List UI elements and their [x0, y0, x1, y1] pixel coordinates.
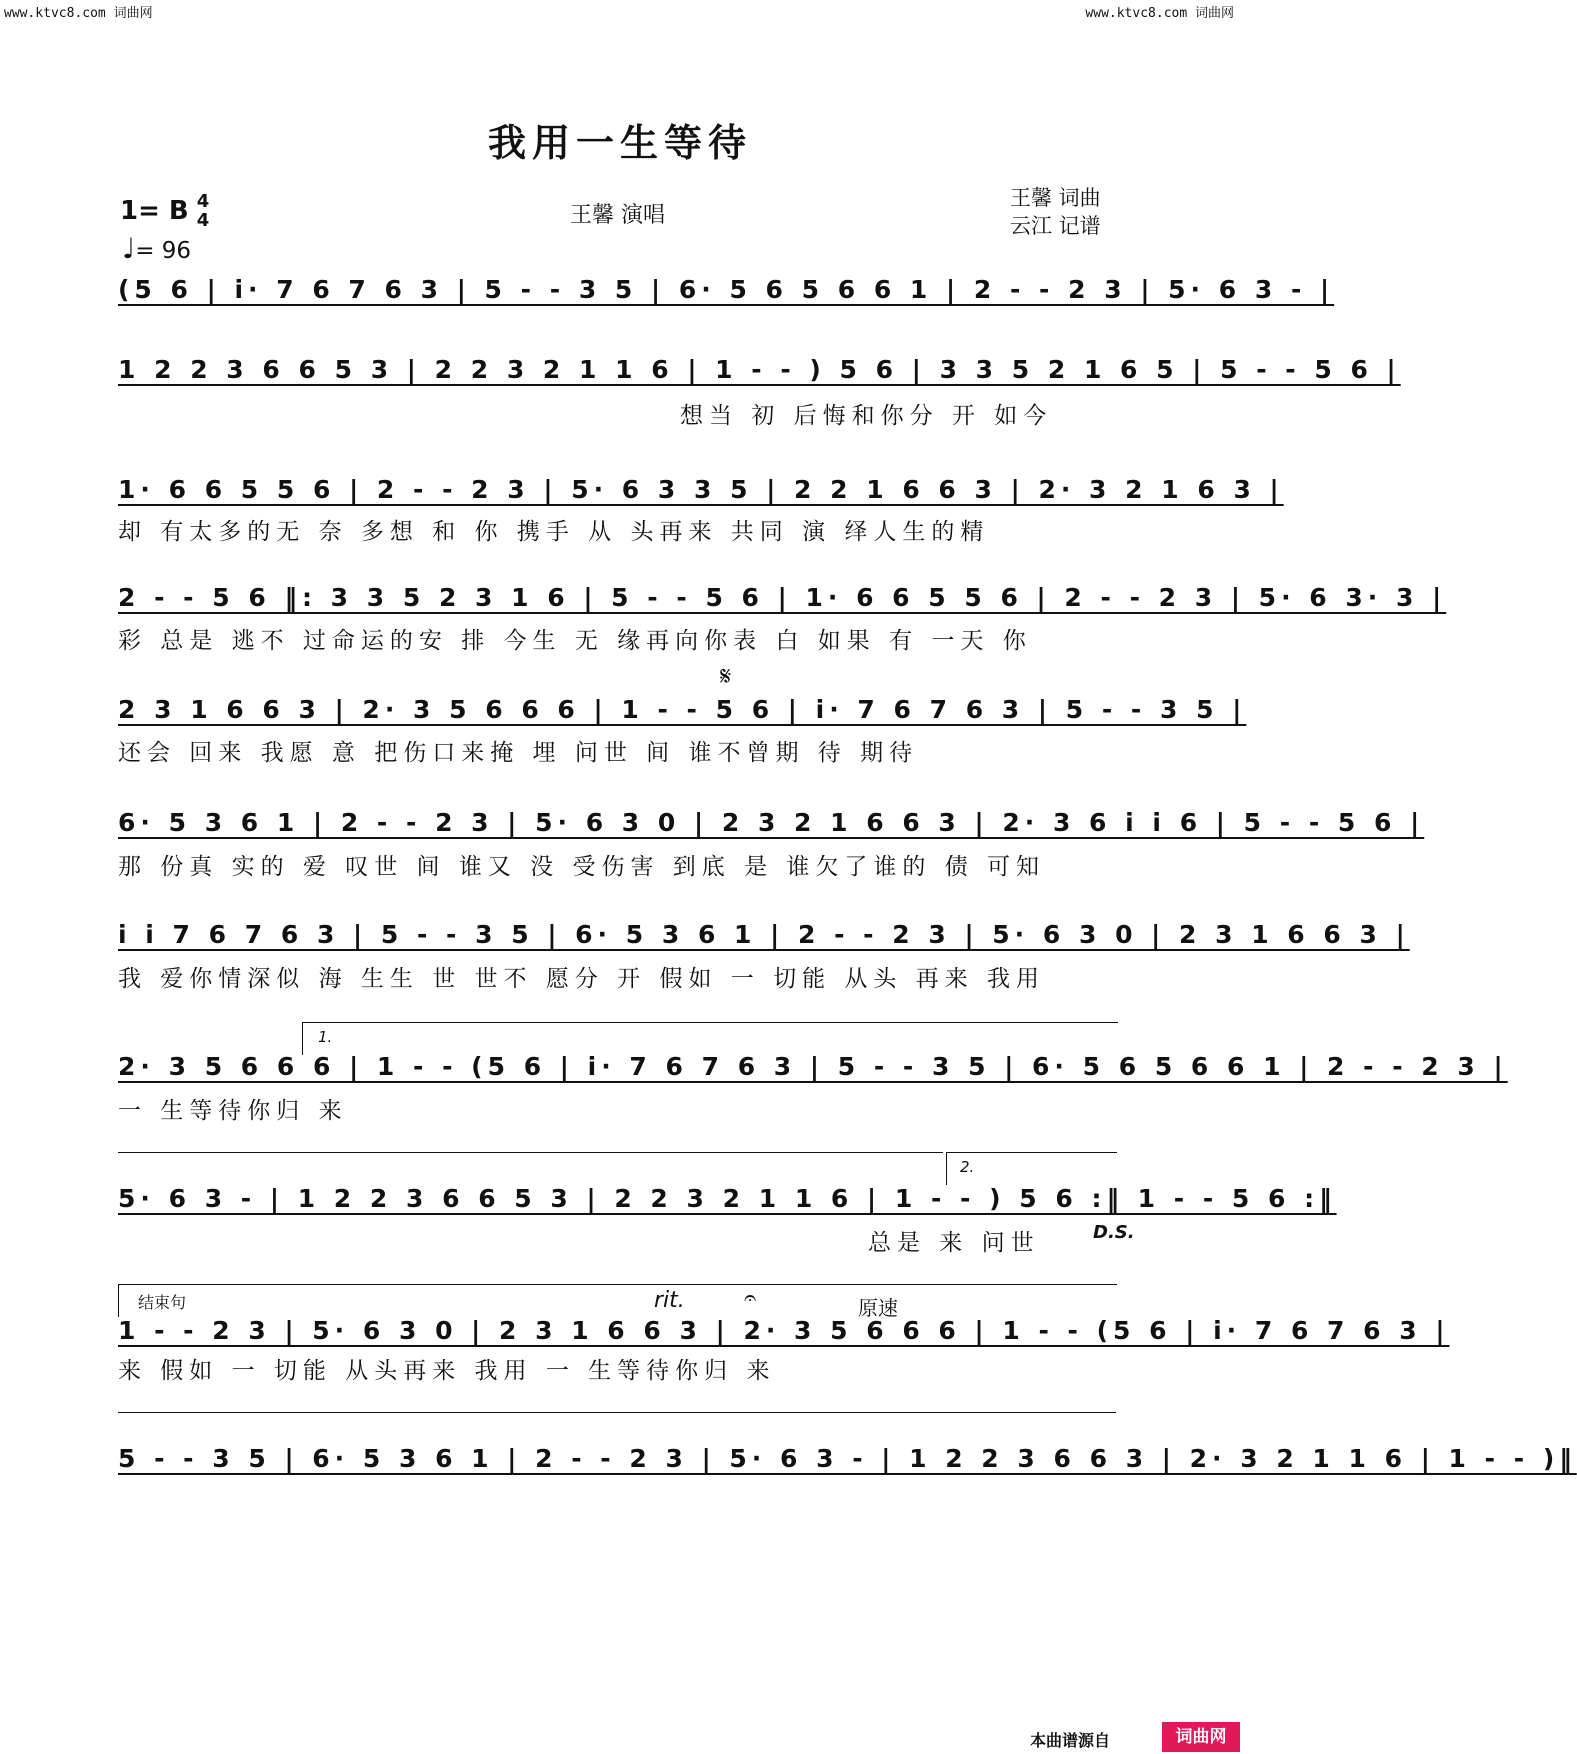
lyrics-row-3: 却 有太多的无 奈 多想 和 你 携手 从 头再来 共同 演 绎人生的精 — [118, 519, 990, 545]
lyrics-row-9: 总是 来 问世 — [868, 1230, 1040, 1256]
ending-continuation — [118, 1412, 1116, 1445]
volta-1-bracket — [302, 1022, 1118, 1055]
notation-row-5: 2 3 1 6 6 3 | 2· 3 5 6 6 6 | 1 - - 5 6 | i· 7 6 7 6 3 | 5 - - 3 5 | — [118, 695, 1247, 724]
ending-label: 结束句 — [138, 1293, 187, 1312]
site-watermark-right: www.ktvc8.com 词曲网 — [1085, 6, 1234, 21]
notation-row-6: 6· 5 3 6 1 | 2 - - 2 3 | 5· 6 3 0 | 2 3 2 1 6 6 3 | 2· 3 6 i i 6 | 5 - - 5 6 | — [118, 808, 1425, 837]
notation-row-8: 2· 3 5 6 6 6 | 1 - - (5 6 | i· 7 6 7 6 3 | 5 - - 3 5 | 6· 5 6 5 6 6 1 | 2 - - 2 3 | — [118, 1052, 1508, 1081]
transcriber: 云江 记谱 — [1010, 214, 1101, 238]
key-signature: 1= B — [120, 196, 189, 226]
quarter-note-icon: ♩ — [122, 232, 136, 265]
tempo-marking — [122, 232, 191, 265]
site-watermark-left: www.ktvc8.com 词曲网 — [4, 6, 153, 21]
volta-1-number: 1. — [318, 1028, 333, 1046]
song-title: 我用一生等待 — [487, 120, 752, 165]
notation-row-10: 1 - - 2 3 | 5· 6 3 0 | 2 3 1 6 6 3 | 2· 3 5 6 6 6 | 1 - - (5 6 | i· 7 6 7 6 3 | — [118, 1316, 1450, 1345]
notation-row-7: i i 7 6 7 6 3 | 5 - - 3 5 | 6· 5 3 6 1 | 2 - - 2 3 | 5· 6 3 0 | 2 3 1 6 6 3 | — [118, 920, 1410, 949]
tempo-value: = 96 — [135, 238, 192, 264]
lyrics-row-5: 还会 回来 我愿 意 把伤口来掩 埋 问世 间 谁不曾期 待 期待 — [118, 740, 919, 766]
notation-row-3: 1· 6 6 5 5 6 | 2 - - 2 3 | 5· 6 3 3 5 | 2 2 1 6 6 3 | 2· 3 2 1 6 3 | — [118, 475, 1284, 504]
notation-row-2: 1 2 2 3 6 6 5 3 | 2 2 3 2 1 1 6 | 1 - - ) 5 6 | 3 3 5 2 1 6 5 | 5 - - 5 6 | — [118, 355, 1401, 384]
notation-row-1: (5 6 | i· 7 6 7 6 3 | 5 - - 3 5 | 6· 5 6 5 6 6 1 | 2 - - 2 3 | 5· 6 3 - | — [118, 275, 1335, 304]
lyrics-row-6: 那 份真 实的 爱 叹世 间 谁又 没 受伤害 到底 是 谁欠了谁的 债 可知 — [118, 854, 1046, 880]
a-tempo-mark: 原速 — [858, 1296, 898, 1320]
lyrics-row-10: 来 假如 一 切能 从头再来 我用 一 生等待你归 来 — [118, 1358, 776, 1384]
footer-source-label: 本曲谱源自 — [1030, 1731, 1111, 1750]
volta-1-continuation — [118, 1152, 943, 1185]
time-sig-top: 4 — [196, 191, 210, 212]
dal-segno-mark: D.S. — [1093, 1222, 1135, 1243]
notation-row-9: 5· 6 3 - | 1 2 2 3 6 6 5 3 | 2 2 3 2 1 1 6 | 1 - - ) 5 6 :‖ 1 - - 5 6 :‖ — [118, 1184, 1337, 1213]
lyrics-row-4: 彩 总是 逃不 过命运的安 排 今生 无 缘再向你表 白 如果 有 一天 你 — [118, 628, 1032, 654]
lyricist-composer: 王馨 词曲 — [1010, 186, 1101, 210]
notation-row-11: 5 - - 3 5 | 6· 5 3 6 1 | 2 - - 2 3 | 5· 6 3 - | 1 2 2 3 6 6 3 | 2· 3 2 1 1 6 | 1 - - )‖ — [118, 1444, 1577, 1473]
time-signature — [192, 192, 214, 230]
segno-sign: 𝄋 — [720, 662, 732, 692]
ritardando-mark: rit. — [654, 1288, 685, 1313]
volta-2-number: 2. — [960, 1158, 975, 1176]
credits — [1010, 184, 1101, 240]
ending-bracket — [118, 1284, 1117, 1317]
time-sig-bottom: 4 — [196, 210, 210, 231]
notation-row-4: 2 - - 5 6 ‖: 3 3 5 2 3 1 6 | 5 - - 5 6 | 1· 6 6 5 5 6 | 2 - - 2 3 | 5· 6 3· 3 | — [118, 583, 1447, 612]
fermata-icon: 𝄐 — [744, 1286, 757, 1311]
lyrics-row-7: 我 爱你情深似 海 生生 世 世不 愿分 开 假如 一 切能 从头 再来 我用 — [118, 966, 1046, 992]
lyrics-row-8: 一 生等待你归 来 — [118, 1098, 348, 1124]
footer-logo[interactable]: 词曲网 — [1162, 1722, 1240, 1752]
lyrics-row-2: 想当 初 后悔和你分 开 如今 — [680, 403, 1053, 429]
performer: 王馨 演唱 — [570, 203, 665, 228]
